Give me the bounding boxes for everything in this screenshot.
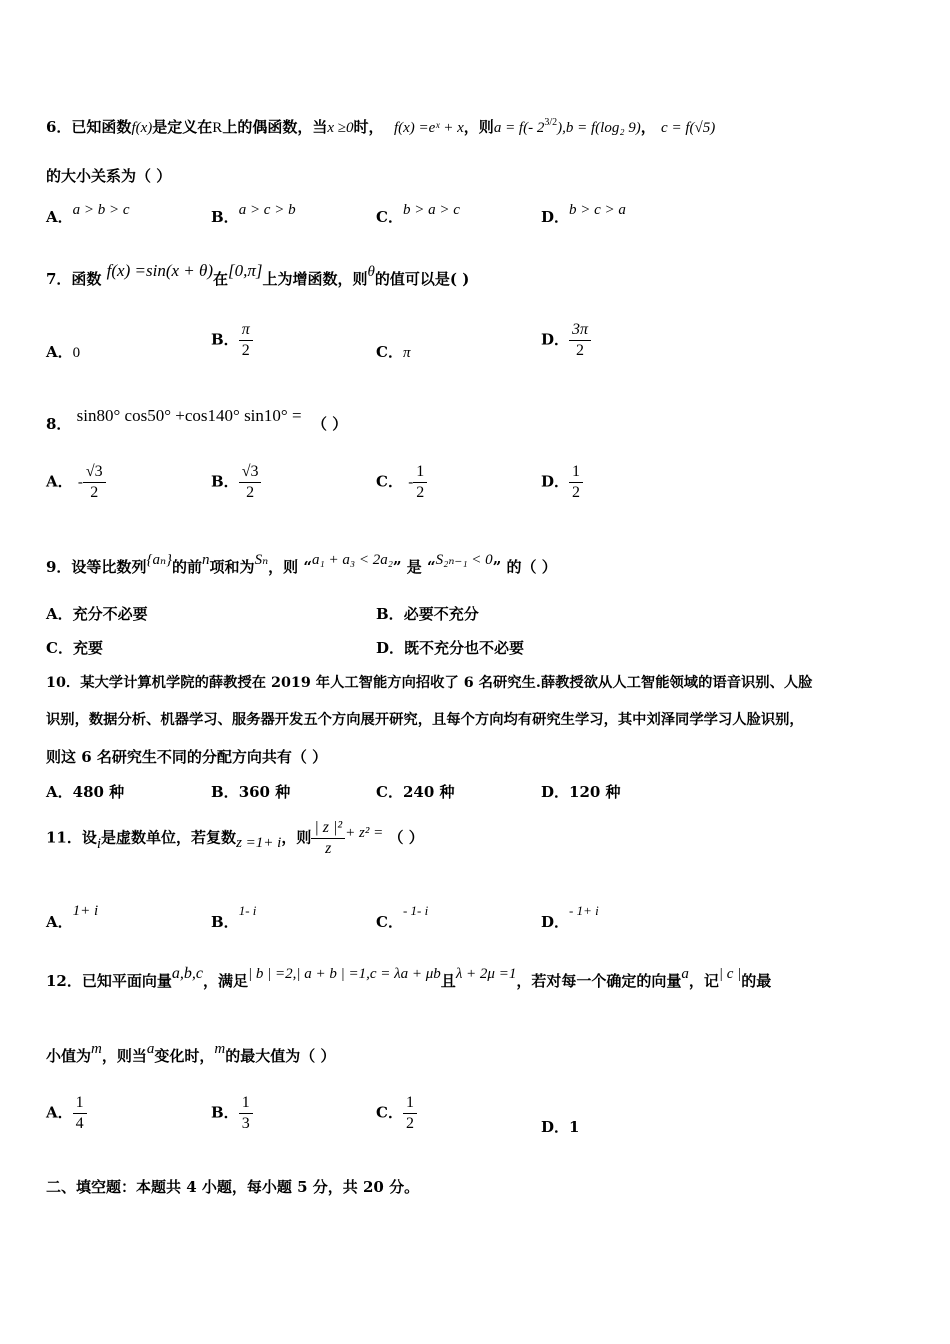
q8-option-d[interactable] [541,462,583,503]
q7-stem [46,261,470,289]
option-label: A． [46,1103,73,1122]
q9-option-c[interactable] [46,637,103,658]
q6-math-R: R [212,120,223,136]
q10-option-b[interactable] [211,781,290,802]
option-label: B． [211,208,239,226]
q12-text: ，满足 [202,972,248,990]
denominator: 2 [576,342,585,359]
option-text: 0 [72,345,81,361]
option-text: 必要不充分 [403,605,479,623]
option-label: D． [541,330,570,349]
q12-text: ，则当 [101,1047,147,1065]
option-label: A． [46,472,73,491]
option-label: C． [376,1103,403,1122]
option-text: 充分不必要 [72,605,148,623]
q9-math-sn: Sₙ [254,552,269,568]
q7-math-interval: [0,π] [228,261,263,280]
option-label: D． [541,1118,570,1136]
option-text: 1- i [238,903,257,918]
q11-option-d[interactable] [541,903,599,932]
q10-option-c[interactable] [376,781,455,802]
option-label: C． [46,639,73,657]
q7-option-a[interactable] [46,341,80,362]
q11-option-c[interactable] [376,903,429,932]
fraction [239,320,253,361]
q6-number: 6．已知函数 [46,118,132,136]
q9-option-a[interactable] [46,603,148,624]
option-text: a > b > c [72,202,130,218]
q6-stem-line2: 的大小关系为（ ） [46,167,172,185]
option-label: B． [211,330,239,349]
q9-math-seq: {aₙ} [146,552,173,568]
option-label: B． [211,783,239,801]
fraction [403,1093,417,1134]
q12-math-cond: | b | =2,| a + b | =1,c = λa + μb [248,966,441,982]
denominator: 2 [90,484,99,501]
q6-math-c: c = f(√5) [661,120,716,136]
fraction [83,462,106,503]
option-label: A． [46,208,73,226]
q7-number: 7．函数 [46,270,102,288]
option-text: 120 种 [569,783,621,801]
fraction [239,462,262,503]
q12-option-b[interactable] [211,1093,253,1134]
q6-text: ，则 [463,118,494,136]
q12-option-d[interactable] [541,1116,579,1137]
option-text: b > a > c [402,202,460,218]
q7-option-b[interactable] [211,320,253,361]
option-text: 充要 [72,639,103,657]
numerator: 1 [413,462,427,483]
q11-option-a[interactable] [46,903,99,932]
q12-text: ，若对每一个确定的向量 [516,972,682,990]
option-text: 1+ i [72,903,99,919]
q9-text: ” 是 “ [392,558,436,576]
q7-option-d[interactable] [541,320,591,361]
denominator: 2 [241,342,250,359]
q11-math-z: z =1+ i [236,834,282,851]
denominator: 2 [572,484,581,501]
q7-option-c[interactable] [376,341,410,362]
option-text: b > c > a [569,202,626,218]
option-label: B． [211,472,239,491]
q11-fraction [311,818,345,859]
q8-option-c[interactable] [376,462,427,503]
q7-math-theta: θ [367,264,375,280]
q6-option-d[interactable] [541,202,626,227]
q8-option-a[interactable] [46,462,106,503]
q12-option-a[interactable] [46,1093,87,1134]
numerator: | z |² [311,818,345,839]
q12-math-lambda: λ + 2μ =1 [455,966,517,982]
q9-text: 项和为 [209,558,255,576]
q12-text: ，记 [688,972,719,990]
q9-math-n: n [202,552,210,568]
q9-text: ” 的（ ） [492,558,557,576]
q12-math-c: | c | [718,966,742,982]
q10-stem-line1: 10．某大学计算机学院的薛教授在 2019 年人工智能方向招收了 6 名研究生.薛教授欲从人工智能领域的语音识别、人脸 [46,675,813,691]
q9-stem [46,552,557,577]
q6-option-c[interactable] [376,202,460,227]
q11-text: ，则 [281,828,312,847]
q8-number: 8． [46,415,72,433]
q6-math-fx: f(x) [131,120,153,136]
fraction [73,1093,87,1134]
q7-text: 在 [213,270,229,288]
q10-option-a[interactable] [46,781,124,802]
numerator: π [239,320,253,341]
option-label: D． [541,208,570,226]
option-label: B． [211,1103,239,1122]
denominator: 3 [241,1115,250,1132]
option-text: 480 种 [72,783,125,801]
option-sign: - [77,474,83,491]
q9-math-cond2: S₂ₙ₋₁ < 0 [435,552,493,568]
q6-option-a[interactable] [46,202,130,227]
denominator: 2 [416,484,425,501]
denominator: 4 [75,1115,84,1132]
q8-option-b[interactable] [211,462,261,503]
q9-number: 9．设等比数列 [46,558,147,576]
option-label: C． [376,343,403,361]
q12-math-a: a [146,1041,155,1057]
q6-math-a: a = f(- 2 [493,120,545,136]
numerator: 1 [569,462,583,483]
q9-option-d[interactable] [376,637,524,658]
option-text: - 1+ i [569,903,599,918]
q12-text: 变化时， [154,1047,215,1065]
option-sign: - [408,474,414,491]
option-text: 1 [569,1118,580,1136]
section-2-heading: 二、填空题：本题共 4 小题，每小题 5 分，共 20 分。 [46,1178,420,1196]
q6-math-b: ),b = f(log₂ 9) [557,120,641,136]
q9-option-b[interactable] [376,603,479,624]
option-text: a > c > b [238,202,296,218]
numerator: 1 [239,1093,253,1114]
q7-text: 上为增函数，则 [262,270,368,288]
numerator: 1 [73,1093,87,1114]
q11-math-tail: + z² = [345,824,384,841]
q10-stem-line2: 识别，数据分析、机器学习、服务器开发五个方向展开研究，且每个方向均有研究生学习，其中刘泽同学学习人脸识别， [46,712,804,728]
q6-text: 是定义在 [152,118,213,136]
option-label: D． [541,783,570,801]
fraction [239,1093,253,1134]
q6-text: 上的偶函数，当 [222,118,328,136]
option-label: B． [211,913,239,931]
numerator: 3π [569,320,591,341]
q6-text: ， [640,118,656,136]
option-text: 240 种 [402,783,455,801]
q8-text: （ ） [312,415,348,433]
q7-math-fx: f(x) =sin(x + θ) [106,261,214,280]
fraction [569,462,583,503]
option-label: D． [376,639,405,657]
denominator: 2 [246,484,255,501]
q7-text: 的值可以是( ) [374,270,470,288]
q11-text: （ ） [388,828,424,847]
q6-text: 时， [353,118,384,136]
q10-option-d[interactable] [541,781,621,802]
option-label: D． [541,913,570,931]
option-label: D． [541,472,570,491]
option-label: B． [376,605,404,623]
q12-stem-line2 [46,1041,336,1066]
q11-stem [46,818,424,859]
option-label: A． [46,343,73,361]
q12-math-a: a [681,966,689,982]
q8-stem [46,406,348,434]
option-text: 360 种 [238,783,291,801]
q8-math-expr: sin80° cos50° +cos140° sin10° = [76,406,302,425]
q6-stem-line1 [46,116,715,137]
numerator: √3 [83,462,106,483]
q12-text: 的最 [741,972,772,990]
option-label: A． [46,913,73,931]
q12-text: 小值为 [46,1047,92,1065]
denominator: 2 [405,1115,414,1132]
numerator: √3 [239,462,262,483]
q6-option-b[interactable] [211,202,296,227]
option-text: π [402,345,411,361]
option-text: 既不充分也不必要 [404,639,525,657]
option-label: A． [46,783,73,801]
option-label: C． [376,472,403,491]
q6-math-cond: x ≥0 [327,120,354,136]
q12-math-m: m [214,1041,226,1057]
q11-text: 是虚数单位，若复数 [101,828,237,847]
option-label: A． [46,605,73,623]
q12-math-m: m [91,1041,102,1057]
option-label: C． [376,208,403,226]
option-label: C． [376,913,403,931]
q12-math-vectors: a,b,c [171,965,203,982]
q12-option-c[interactable] [376,1093,417,1134]
q12-number: 12．已知平面向量 [46,972,172,990]
q10-stem-line3: 则这 6 名研究生不同的分配方向共有（ ） [46,748,328,766]
q9-math-cond1: a₁ + a₃ < 2a₂ [312,552,393,568]
fraction [569,320,591,361]
denominator: z [325,840,332,857]
q9-text: ，则 “ [268,558,313,576]
numerator: 1 [403,1093,417,1114]
q11-option-b[interactable] [211,903,257,932]
fraction [413,462,427,503]
q12-stem-line1 [46,965,772,991]
option-label: C． [376,783,403,801]
q6-math-def: f(x) =eˣ + x [393,120,464,136]
q12-text: 的最大值为（ ） [225,1047,336,1065]
q9-text: 的前 [172,558,203,576]
q12-text: 且 [440,972,456,990]
q6-math-exp: 3/2 [544,117,558,128]
q11-math-i: i [96,835,102,852]
option-text: - 1- i [402,903,429,918]
q11-number: 11．设 [46,828,97,847]
